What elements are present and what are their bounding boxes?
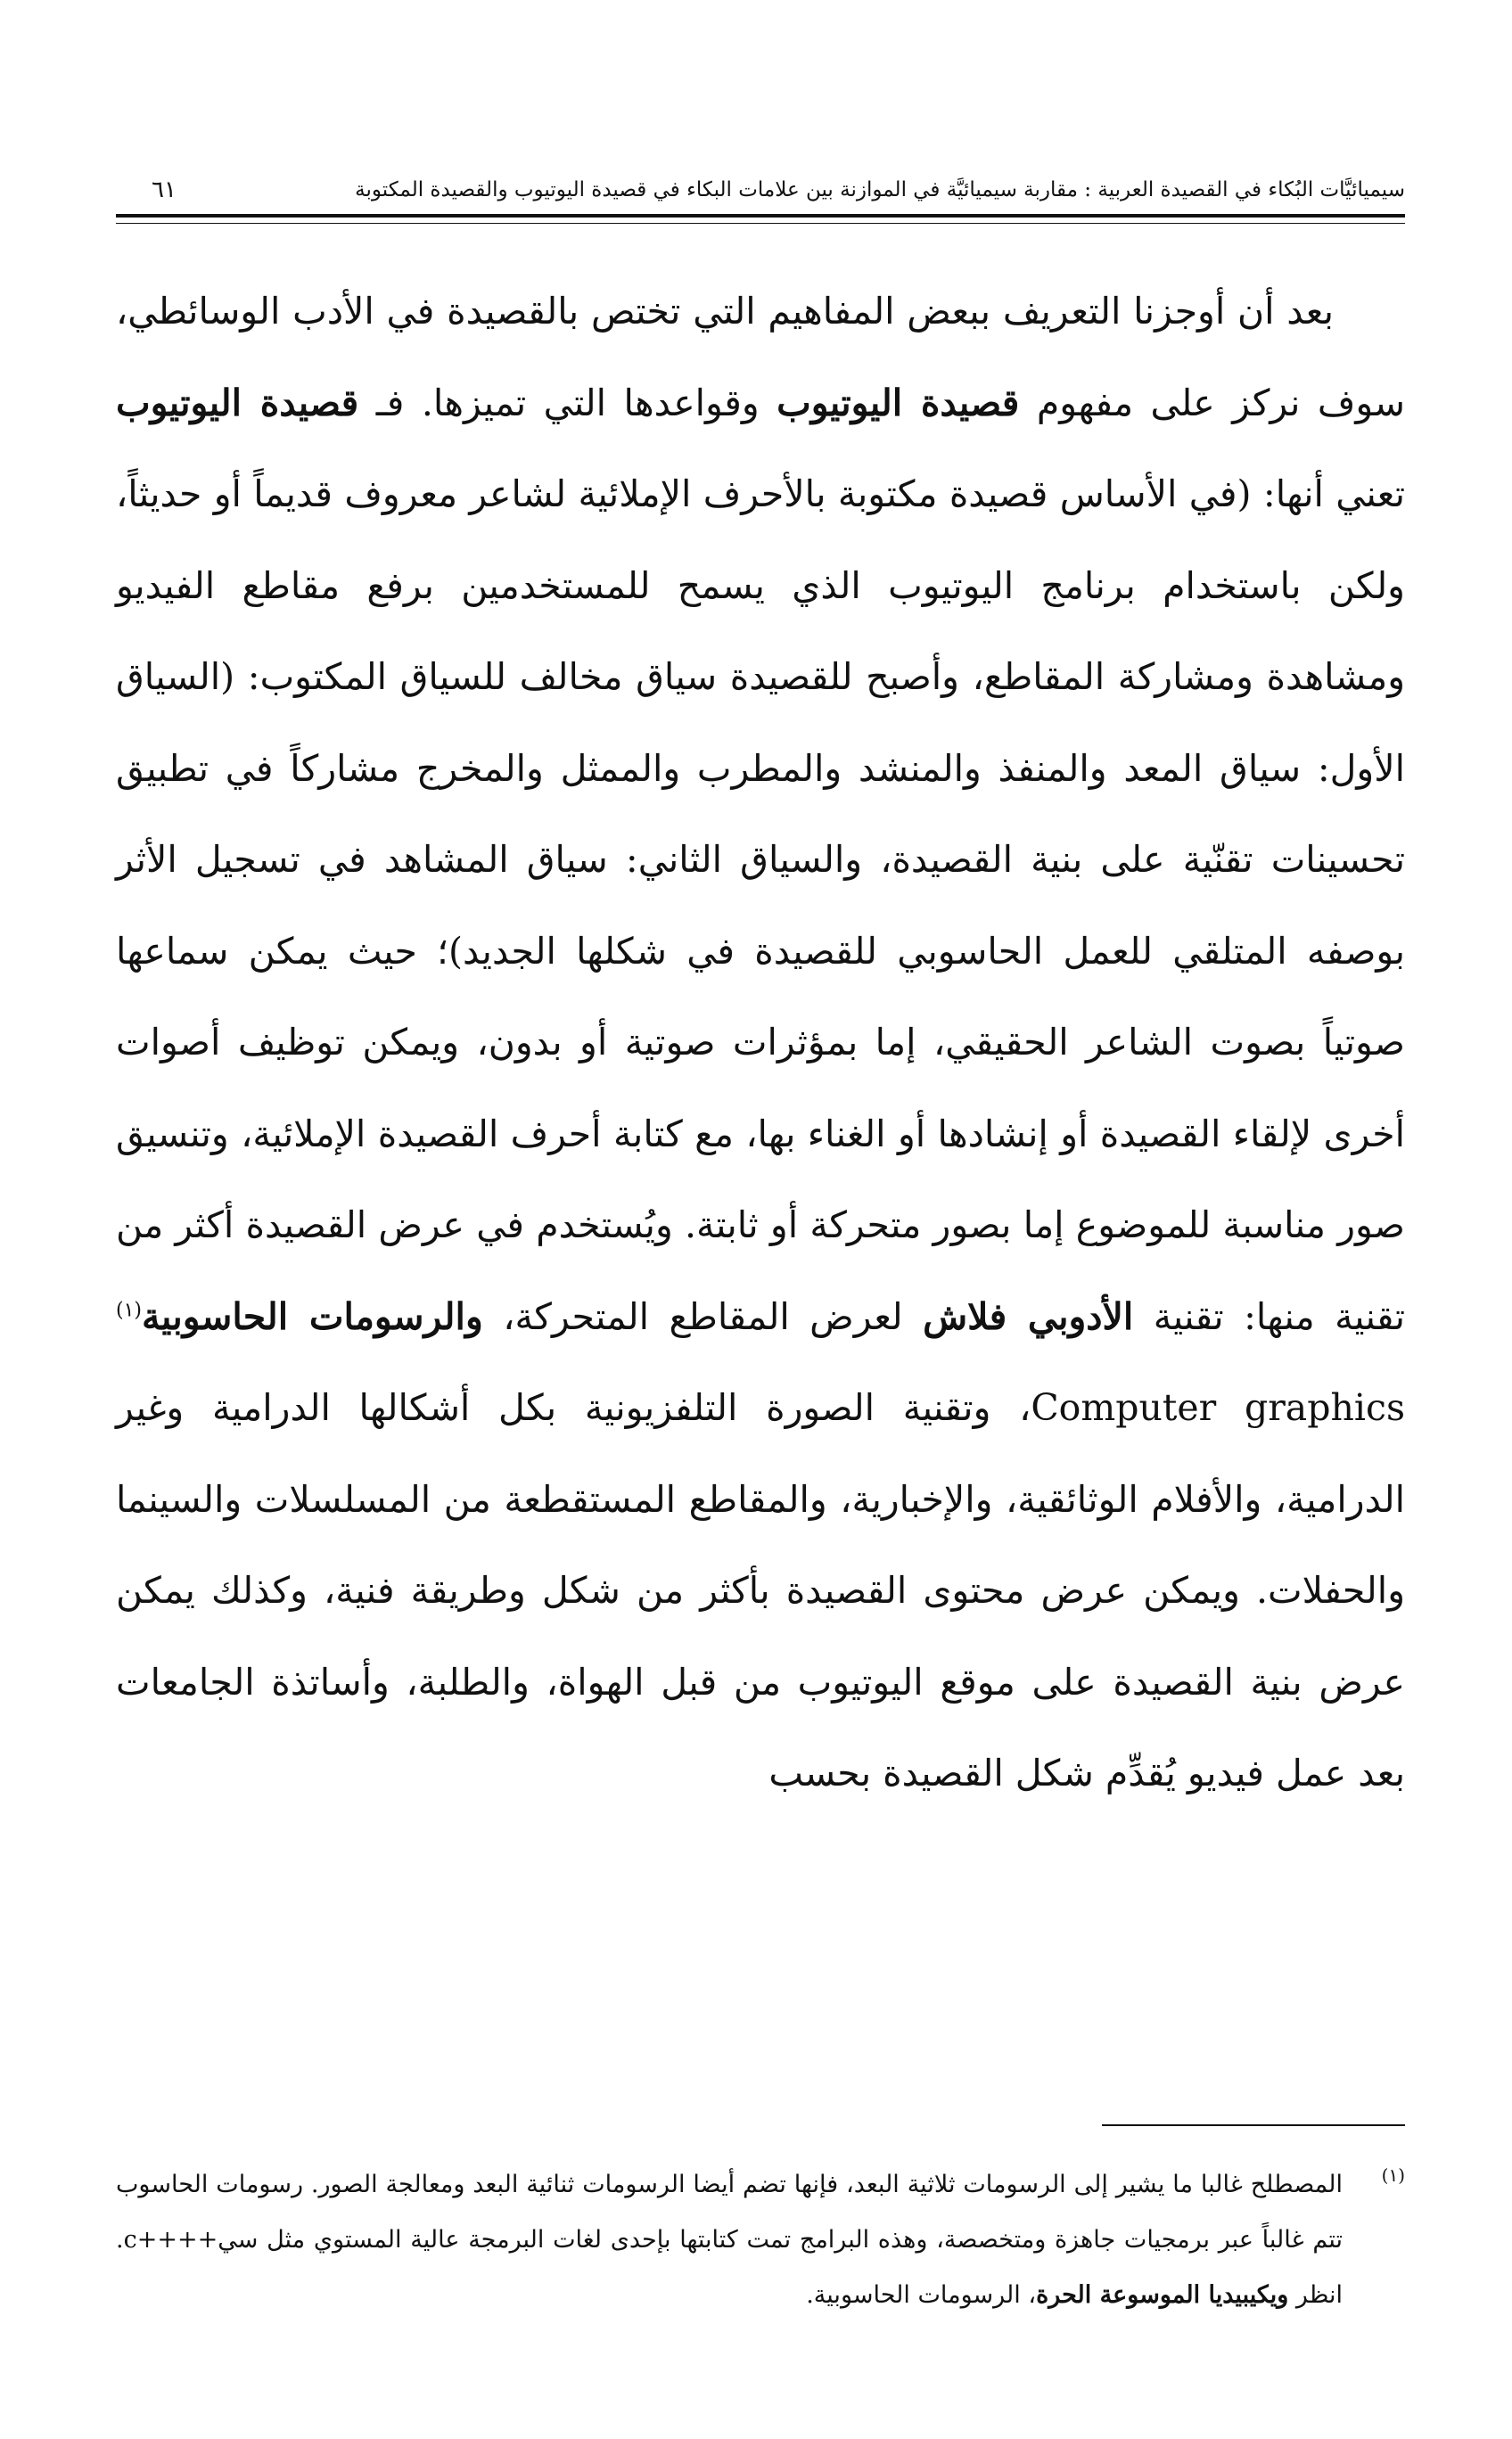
text-run: ، الرسومات الحاسوبية. (806, 2281, 1037, 2309)
text-run: لعرض المقاطع المتحركة، (482, 1294, 924, 1338)
page-number: ٦١ (152, 177, 177, 203)
body-text (116, 266, 1405, 1819)
footnote-separator (1102, 2124, 1405, 2126)
header-rule-thin (116, 223, 1405, 224)
text-run: بعد أن أوجزنا التعريف ببعض المفاهيم التي تختص بالقصيدة في الأدب الوسائطي، سوف نركز على مفهوم (116, 290, 1405, 424)
footnote-number: (١) (1381, 2164, 1405, 2186)
bold-term: الأدوبي فلاش (923, 1294, 1134, 1338)
text-run: المصطلح غالبا ما يشير إلى الرسومات ثلاثية البعد، فإنها تضم أيضا الرسومات ثنائية البعد ومعالجة الصور. رسومات الحاسوب تتم غالباً عبر برمجيات جاهزة ومتخصصة، وهذه البرامج تمت كتابتها بإحدى لغات البرمجة عالية المستوي مثل سي++++c. انظر (116, 2171, 1343, 2309)
text-run: وقواعدها التي تميزها. فـ (358, 381, 777, 424)
running-header (116, 159, 1405, 203)
bold-term: والرسومات الحاسوبية (142, 1294, 483, 1338)
footnote (116, 2157, 1405, 2323)
main-paragraph (116, 266, 1405, 1819)
footnote-text (116, 2157, 1343, 2323)
bold-term: ويكيبيديا الموسوعة الحرة (1036, 2281, 1289, 2309)
bold-term: قصيدة اليوتيوب (116, 381, 359, 424)
bold-term: قصيدة اليوتيوب (777, 381, 1020, 424)
footnote-reference[interactable]: (١) (116, 1298, 143, 1321)
latin-term: Computer graphics (1031, 1386, 1405, 1429)
text-run: تعني أنها: (في الأساس قصيدة مكتوبة بالأحرف الإملائية لشاعر معروف قديماً أو حديثاً، ولكن باستخدام برنامج اليوتيوب الذي يسمح للمستخدمين برفع مقاطع الفيديو ومشاهدة ومشاركة المقاطع، وأصبح للقصيدة سياق مخالف للسياق المكتوب: (السياق الأول: سياق المعد والمنفذ والمنشد والمطرب والممثل والمخرج مشاركاً في تطبيق تحسينات تقنّية على بنية القصيدة، والسياق الثاني: سياق المشاهد في تسجيل الأثر بوصفه المتلقي للعمل الحاسوبي للقصيدة في شكلها الجديد)؛ حيث يمكن سماعها صوتياً بصوت الشاعر الحقيقي، إما بمؤثرات صوتية أو بدون، ويمكن توظيف أصوات أخرى لإلقاء القصيدة أو إنشادها أو الغناء بها، مع كتابة أحرف القصيدة الإملائية، وتنسيق صور مناسبة للموضوع إما بصور متحركة أو ثابتة. ويُستخدم في عرض القصيدة أكثر من تقنية منها: تقنية (116, 472, 1405, 1338)
header-title: سيميائيَّات البُكاء في القصيدة العربية : مقاربة سيميائيَّة في الموازنة بين علامات البكاء في قصيدة اليوتيوب والقصيدة المكتوبة (355, 178, 1405, 201)
header-rule-thick (116, 214, 1405, 218)
text-run: ، وتقنية الصورة التلفزيونية بكل أشكالها الدرامية وغير الدرامية، والأفلام الوثائقية، والإخبارية، والمقاطع المستقطعة من المسلسلات والسينما والحفلات. ويمكن عرض محتوى القصيدة بأكثر من شكل وطريقة فنية، وكذلك يمكن عرض بنية القصيدة على موقع اليوتيوب من قبل الهواة، والطلبة، وأساتذة الجامعات بعد عمل فيديو يُقدِّم شكل القصيدة بحسب (116, 1386, 1405, 1794)
